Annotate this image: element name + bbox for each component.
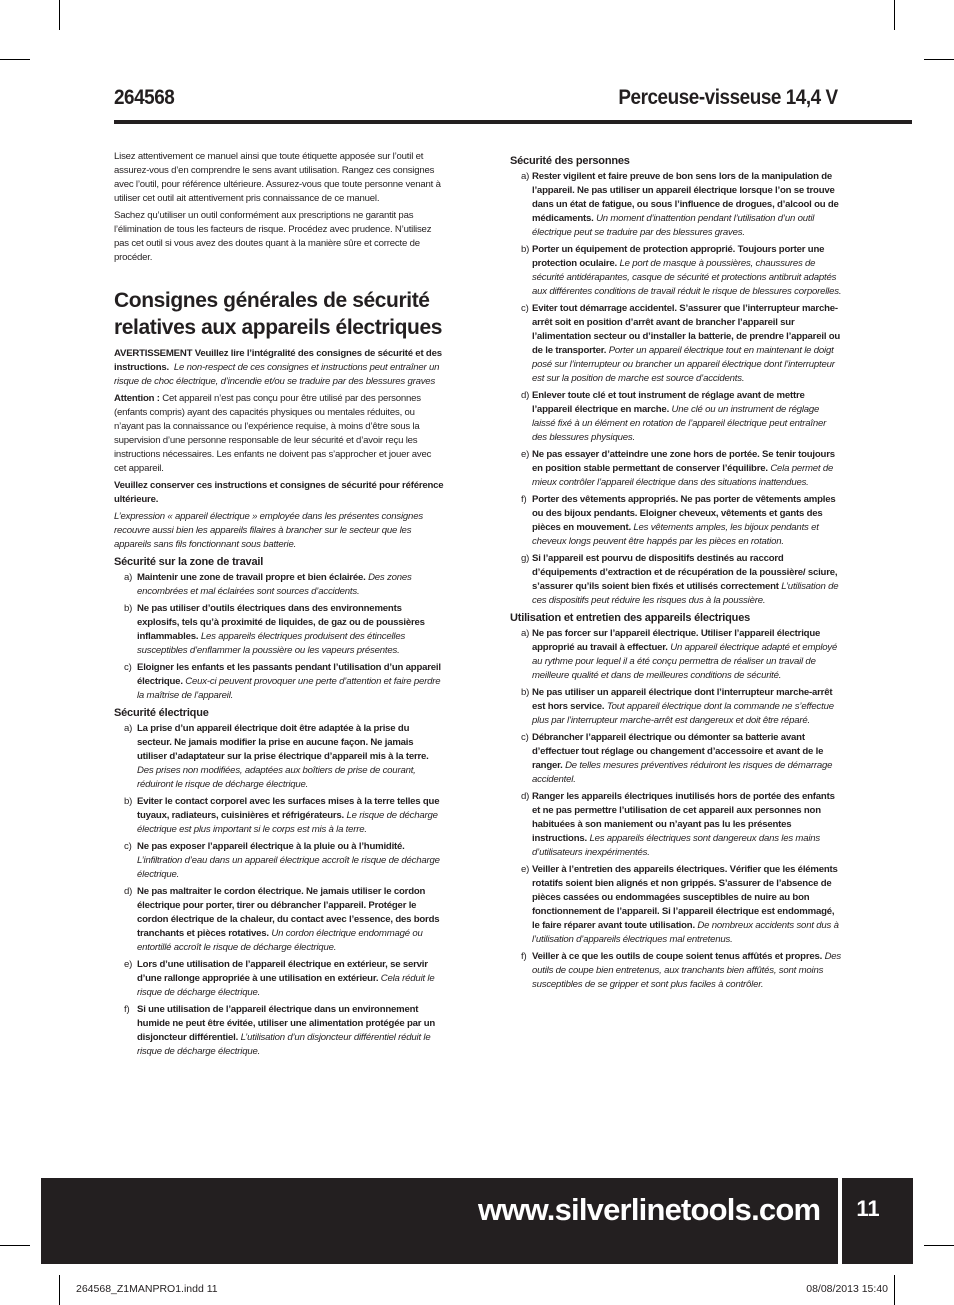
zone-list (114, 571, 444, 703)
item-instruction: Lors d’une utilisation de l’appareil électrique en extérieur, se servir d’une rallonge appropriée à une utilisation en extérieur. (137, 959, 428, 984)
item-label: f) (521, 951, 527, 962)
list-item (510, 863, 842, 947)
item-explanation: Ceux-ci peuvent provoquer une perte d’attention et faire perdre la maîtrise de l’appareil. (137, 676, 441, 701)
item-explanation: Des outils de coupe bien entretenus, aux tranchants bien affûtés, sont moins susceptibles de se gripper et sont plus faciles à contrôler. (532, 951, 842, 990)
list-item (510, 731, 842, 787)
use-list (510, 627, 842, 992)
item-instruction: Porter un équipement de protection approprié. Toujours porter une protection oculaire. (532, 244, 825, 269)
item-explanation: Cela permet de mieux contrôler l’appareil électrique dans des situations inattendues. (532, 463, 834, 488)
list-item (114, 840, 444, 882)
website-link[interactable]: www.silverlinetools.com (478, 1192, 821, 1227)
item-instruction: La prise d’un appareil électrique doit être adaptée à la prise du secteur. Ne jamais modifier la prise en aucune façon. Ne jamais utiliser d’adaptateur sur la prise électrique d’appareil mis à la terre. (137, 723, 429, 762)
list-item (510, 448, 842, 490)
item-instruction: Rester vigilent et faire preuve de bon sens lors de la manipulation de l’appareil. Ne pas utiliser un appareil électrique lorsque l’on se trouve dans un état de fatigue, ou sous l’influence de drogues, d’alcool ou de médicaments. (532, 171, 839, 224)
item-label: d) (124, 886, 133, 897)
list-item (510, 389, 842, 445)
list-item (114, 958, 444, 1000)
item-explanation: Cela réduit le risque de décharge électrique. (137, 973, 435, 998)
item-instruction: Maintenir une zone de travail propre et bien éclairée. (137, 572, 366, 583)
list-item (114, 885, 444, 955)
subsection-title: Sécurité sur la zone de travail (114, 556, 264, 568)
item-explanation: Le port de masque à poussières, chaussures de sécurité antidérapantes, casque de sécurité et protections antibruit adaptés aux différentes conditions de travail réduit le risque de blessures corporelles. (532, 258, 842, 297)
list-item (510, 686, 842, 728)
page-number: 11 (856, 1196, 880, 1221)
item-label: f) (124, 1004, 130, 1015)
item-instruction: Ne pas maltraiter le cordon électrique. Ne jamais utiliser le cordon électrique pour porter, tirer ou débrancher l’appareil. Protéger le cordon électrique de la chaleur, du contact avec l’essence, des bords tranchants et pièces rotatives. (137, 886, 440, 939)
item-label: d) (521, 390, 530, 401)
item-label: d) (521, 791, 530, 802)
intro-paragraph: Lisez attentivement ce manuel ainsi que toute étiquette apposée sur l’outil et assurez-vous d’en comprendre le sens avant utilisation. Rangez ces consignes avec l’outil, pour référence ultérieure. Assurez-vous que toute personne venant à utiliser cet outil ait attentivement pris connaissance de ce manuel. (114, 151, 441, 204)
left-column (114, 150, 444, 1062)
list-item (114, 661, 444, 703)
item-label: c) (124, 662, 132, 673)
item-instruction: Veiller à ce que les outils de coupe soient tenus affûtés et propres. (532, 951, 823, 962)
list-item (114, 602, 444, 658)
item-explanation: Les appareils électriques produisent des étincelles susceptibles d’enflammer la poussière ou les vapeurs présentes. (137, 631, 406, 656)
item-label: f) (521, 494, 527, 505)
item-instruction: Ne pas forcer sur l’appareil électrique. Utiliser l’appareil électrique approprié au travail à effectuer. (532, 628, 821, 653)
list-item (510, 302, 842, 386)
page-title: Perceuse-visseuse 14,4 V (618, 86, 838, 109)
crop-mark (924, 1245, 954, 1246)
item-instruction: Débrancher l’appareil électrique ou démonter sa batterie avant d’effectuer tout réglage ou changement d’accessoire et avant de le ranger. (532, 732, 824, 771)
item-label: c) (521, 303, 529, 314)
item-label: a) (521, 171, 530, 182)
item-explanation: Un cordon électrique endommagé ou entortillé accroît le risque de décharge électrique. (137, 928, 423, 953)
list-item (510, 170, 842, 240)
item-explanation: Des zones encombrées et mal éclairées sont sources d’accidents. (137, 572, 412, 597)
persons-list (510, 170, 842, 608)
subsection-title: Utilisation et entretien des appareils électriques (510, 612, 751, 624)
subsection-title: Sécurité des personnes (510, 155, 630, 167)
crop-mark (894, 0, 895, 30)
item-instruction: Enlever toute clé et tout instrument de réglage avant de mettre l’appareil électrique en marche. (532, 390, 805, 415)
item-instruction: Eviter le contact corporel avec les surfaces mises à la terre telles que tuyaux, radiateurs, cuisinières et réfrigérateurs. (137, 796, 440, 821)
item-label: g) (521, 553, 530, 564)
list-item (114, 1003, 444, 1059)
item-instruction: Ne pas utiliser d’outils électriques dans des environnements explosifs, tels qu’à proximité de liquides, de gaz ou de poussières inflammables. (137, 603, 425, 642)
list-item (510, 790, 842, 860)
file-slug: 264568_Z1MANPRO1.indd 11 (76, 1283, 218, 1295)
right-column (510, 151, 842, 995)
attention-text: Cet appareil n’est pas conçu pour être utilisé par des personnes (enfants compris) ayant des capacités physiques ou mentales réduites, ou n’ayant pas la connaissance ou l’expérience requise, à moins d’être sous la supervision d’une personne responsable de leur sécurité et d’avoir reçu les instructions nécessaires. Les enfants ne doivent pas s’approcher et jouer avec cet appareil. (114, 393, 432, 474)
item-label: a) (521, 628, 530, 639)
item-instruction: Porter des vêtements appropriés. Ne pas porter de vêtements amples ou des bijoux pendants. Eloigner cheveux, vêtements et gants des pièces en mouvement. (532, 494, 836, 533)
item-label: b) (124, 603, 133, 614)
attention-paragraph (114, 392, 444, 476)
list-item (510, 627, 842, 683)
item-label: b) (521, 687, 530, 698)
item-explanation: De nombreux accidents sont dus à l’utilisation d’appareils électriques mal entretenus. (532, 920, 839, 945)
intro-paragraph: Sachez qu’utiliser un outil conformément aux prescriptions ne garantit pas l’élimination de tous les facteurs de risque. Procédez avec prudence. N’utilisez pas cet outil si vous avez des doutes quant à la manière sûre et correcte de procéder. (114, 210, 432, 263)
item-instruction: Eviter tout démarrage accidentel. S’assurer que l’interrupteur marche-arrêt soit en position d’arrêt avant de brancher l’appareil sur l’alimentation secteur ou d’installer la batterie, de prendre l’appareil ou de le transporter. (532, 303, 841, 356)
item-explanation: Le risque de décharge électrique est plus important si le corps est mis à la terre. (137, 810, 438, 835)
item-instruction: Ranger les appareils électriques inutilisés hors de portée des enfants et ne pas permettre l’utilisation de cet appareil aux personnes non habituées à son maniement ou n’ayant pas lu les présentes instructions. (532, 791, 835, 844)
warning-paragraph (114, 347, 444, 389)
crop-mark (59, 0, 60, 30)
item-label: b) (521, 244, 530, 255)
item-instruction: Ne pas exposer l’appareil électrique à la pluie ou à l’humidité. (137, 841, 405, 852)
warning-bold: AVERTISSEMENT Veuillez lire l’intégralité des consignes de sécurité et des instructions. (114, 348, 442, 373)
product-code: 264568 (114, 86, 175, 109)
item-explanation: Tout appareil électrique dont la commande ne s’effectue plus par l’interrupteur marche-arrêt est dangereux et doit être réparé. (532, 701, 834, 726)
item-explanation: Des prises non modifiées, adaptées aux boîtiers de prise de courant, réduiront le risque de décharge électrique. (137, 765, 416, 790)
item-instruction: Eloigner les enfants et les passants pendant l’utilisation d’un appareil électrique. (137, 662, 441, 687)
crop-mark (894, 1275, 895, 1305)
list-item (510, 493, 842, 549)
list-item (114, 722, 444, 792)
warning-italic: Le non-respect de ces consignes et instructions peut entraîner un risque de choc électrique, d’incendie et/ou se traduire par des blessures graves (114, 362, 440, 387)
item-label: a) (124, 723, 133, 734)
item-instruction: Ne pas essayer d’atteindre une zone hors de portée. Se tenir toujours en position stable permettant de conserver l’équilibre. (532, 449, 835, 474)
item-explanation: Un appareil électrique adapté et employé au rythme pour lequel il a été conçu permettra de réaliser un travail de meilleure qualité et dans de meilleures conditions de sécurité. (532, 642, 838, 681)
item-label: e) (124, 959, 133, 970)
attention-label: Attention : (114, 393, 160, 404)
item-explanation: Un moment d’inattention pendant l’utilisation d’un outil électrique peut se traduire par des blessures graves. (532, 213, 815, 238)
crop-mark (59, 1275, 60, 1305)
crop-mark (0, 1245, 30, 1246)
item-instruction: Si une utilisation de l’appareil électrique dans un environnement humide ne peut être évitée, utiliser une alimentation protégée par un disjoncteur différentiel. (137, 1004, 436, 1043)
date-slug: 08/08/2013 15:40 (806, 1283, 888, 1295)
item-explanation: Les appareils électriques sont dangereux dans les mains d’utilisateurs inexpérimentés. (532, 833, 821, 858)
list-item (510, 243, 842, 299)
subsection-title: Sécurité électrique (114, 707, 209, 719)
list-item (510, 552, 842, 608)
item-label: e) (521, 864, 530, 875)
item-explanation: Une clé ou un instrument de réglage laissé fixé à un élément en rotation de l’appareil électrique peut entraîner des blessures physiques. (532, 404, 827, 443)
item-label: c) (521, 732, 529, 743)
item-instruction: Veiller à l’entretien des appareils électriques. Vérifier que les éléments rotatifs soient bien alignés et non grippés. S’assurer de l’absence de pièces cassées ou endommagées susceptibles de nuire au bon fonctionnement de l’appareil. Si l’appareil électrique est endommagé, le faire réparer avant toute utilisation. (532, 864, 838, 931)
item-explanation: L’utilisation d’un disjoncteur différentiel réduit le risque de décharge électrique. (137, 1032, 431, 1057)
item-instruction: Ne pas utiliser un appareil électrique dont l’interrupteur marche-arrêt est hors service. (532, 687, 833, 712)
list-item (114, 795, 444, 837)
section-title: Consignes générales de sécurité relatives aux appareils électriques (114, 289, 443, 339)
list-item (510, 950, 842, 992)
item-explanation: Porter un appareil électrique tout en maintenant le doigt posé sur l’interrupteur ou brancher un appareil électrique dont l’interrupteur est sur la position de marche est source d’accidents. (532, 345, 835, 384)
item-label: c) (124, 841, 132, 852)
item-label: a) (124, 572, 133, 583)
header-rule (114, 120, 912, 124)
crop-mark (0, 59, 30, 60)
list-item (114, 571, 444, 599)
item-label: b) (124, 796, 133, 807)
item-explanation: L’infiltration d’eau dans un appareil électrique accroît le risque de décharge électrique. (137, 855, 440, 880)
crop-mark (924, 59, 954, 60)
item-label: e) (521, 449, 530, 460)
keep-instructions: Veuillez conserver ces instructions et consignes de sécurité pour référence ultérieure. (114, 480, 444, 505)
item-explanation: Les vêtements amples, les bijoux pendants et cheveux longs peuvent être happés par les pièces en rotation. (532, 522, 819, 547)
item-instruction: Si l’appareil est pourvu de dispositifs destinés au raccord d’équipements d’extraction et de récupération de la poussière/ sciure, s’assurer qu’ils soient bien fixés et utilisés correctement (532, 553, 838, 592)
item-explanation: L’utilisation de ces dispositifs peut réduire les risques dus à la poussière. (532, 581, 839, 606)
item-explanation: De telles mesures préventives réduiront les risques de démarrage accidentel. (532, 760, 833, 785)
expression-note: L’expression « appareil électrique » employée dans les présentes consignes recouvre aussi bien les appareils filaires à brancher sur le secteur que les appareils sans fils fonctionnant sous batterie. (114, 511, 423, 550)
elec-list (114, 722, 444, 1059)
